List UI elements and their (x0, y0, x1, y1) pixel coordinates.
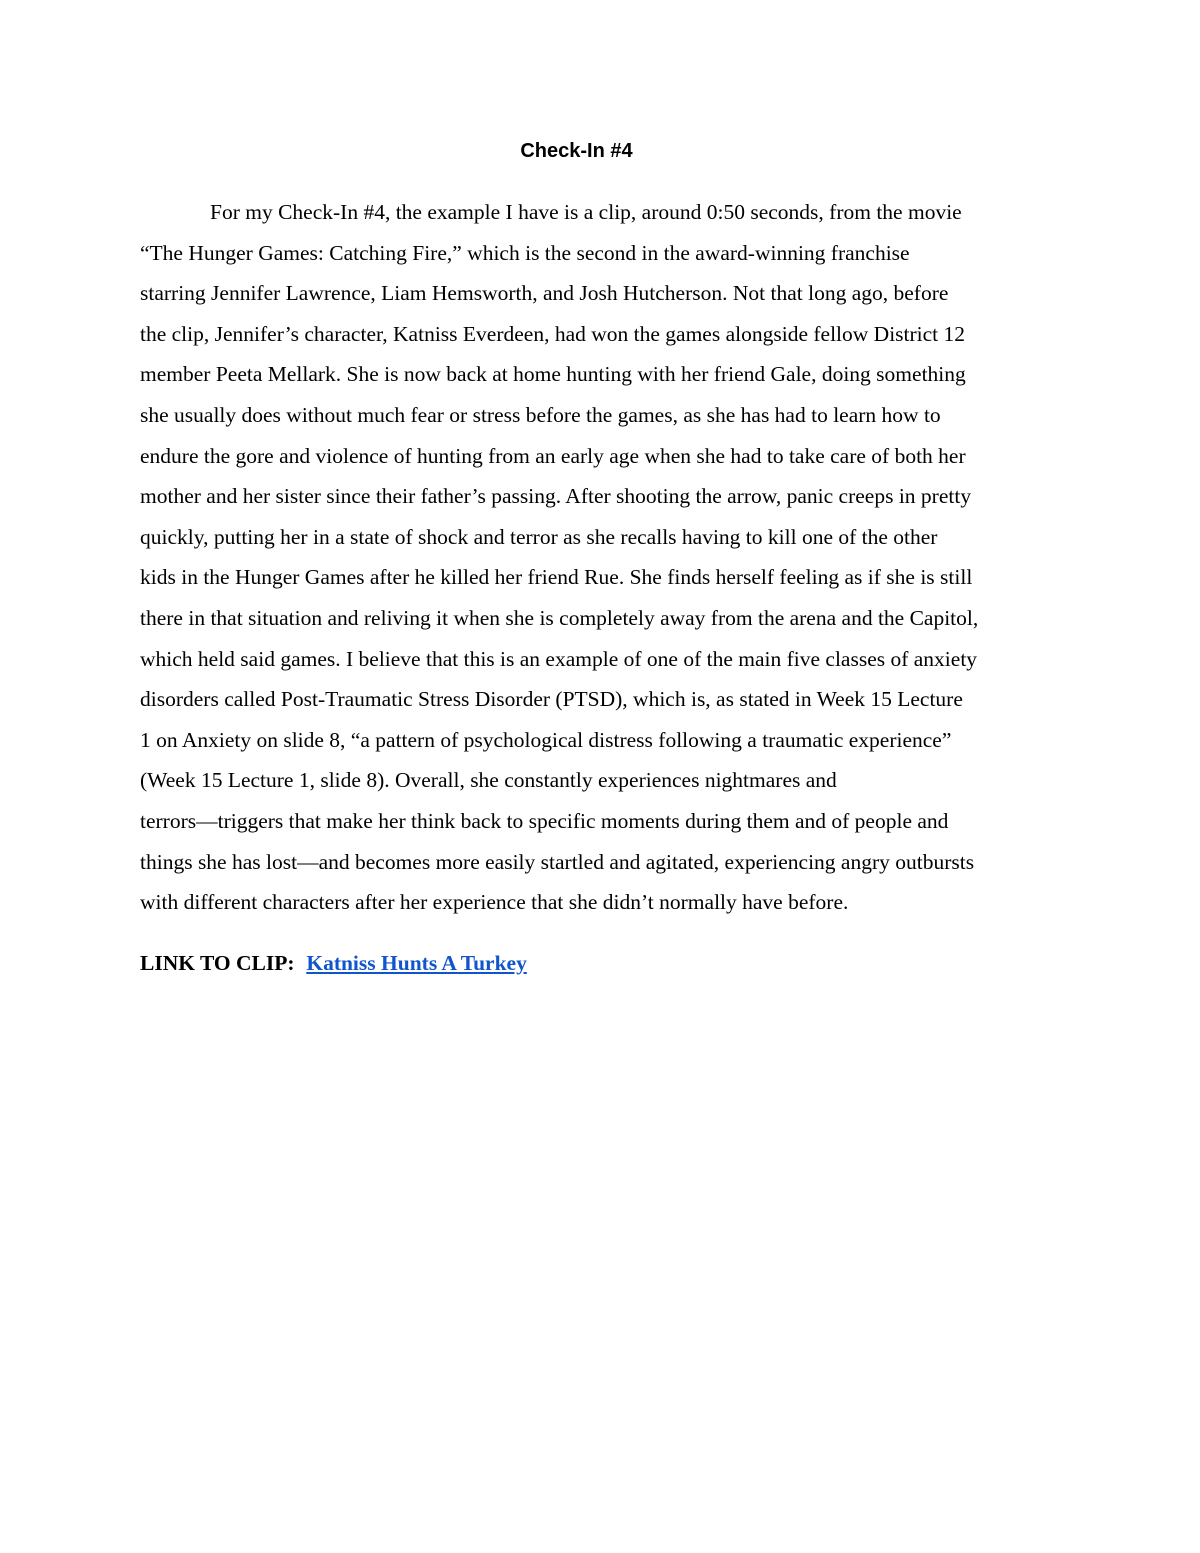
paragraph-line: disorders called Post-Traumatic Stress Disorder (PTSD), which is, as stated in Week 15 Lecture (140, 687, 963, 712)
paragraph-line: “The Hunger Games: Catching Fire,” which is the second in the award-winning franchise (140, 240, 910, 265)
paragraph-line: member Peeta Mellark. She is now back at home hunting with her friend Gale, doing something (140, 362, 966, 387)
paragraph-line: she usually does without much fear or stress before the games, as she has had to learn how to (140, 402, 941, 427)
paragraph-line: quickly, putting her in a state of shock and terror as she recalls having to kill one of the other (140, 524, 938, 549)
clip-link-line (140, 946, 527, 980)
paragraph-line: which held said games. I believe that this is an example of one of the main five classes of anxiety (140, 646, 978, 671)
paragraph-line: kids in the Hunger Games after he killed her friend Rue. She finds herself feeling as if she is still (140, 565, 973, 590)
clip-link[interactable]: Katniss Hunts A Turkey (306, 951, 527, 975)
paragraph-line: with different characters after her experience that she didn’t normally have before. (140, 890, 849, 915)
paragraph-line: there in that situation and reliving it when she is completely away from the arena and the Capitol, (140, 605, 979, 630)
paragraph-line: things she has lost—and becomes more easily startled and agitated, experiencing angry outbursts (140, 849, 975, 874)
clip-link-label: LINK TO CLIP: (140, 951, 295, 975)
paragraph-line: (Week 15 Lecture 1, slide 8). Overall, she constantly experiences nightmares and (140, 768, 837, 793)
paragraph-line: terrors—triggers that make her think back to specific moments during them and of people and (140, 808, 949, 833)
document-title: Check-In #4 (520, 140, 633, 162)
paragraph-line: endure the gore and violence of hunting from an early age when she had to take care of both her (140, 443, 966, 468)
paragraph-line: mother and her sister since their father’s passing. After shooting the arrow, panic creeps in pretty (140, 484, 972, 509)
paragraph-line: the clip, Jennifer’s character, Katniss Everdeen, had won the games alongside fellow District 12 (140, 321, 966, 346)
paragraph-line: For my Check-In #4, the example I have is a clip, around 0:50 seconds, from the movie (210, 200, 962, 224)
paragraph-line: starring Jennifer Lawrence, Liam Hemsworth, and Josh Hutcherson. Not that long ago, before (140, 281, 949, 306)
body-paragraph (140, 192, 1062, 923)
paragraph-line: 1 on Anxiety on slide 8, “a pattern of psychological distress following a traumatic experience” (140, 727, 952, 752)
